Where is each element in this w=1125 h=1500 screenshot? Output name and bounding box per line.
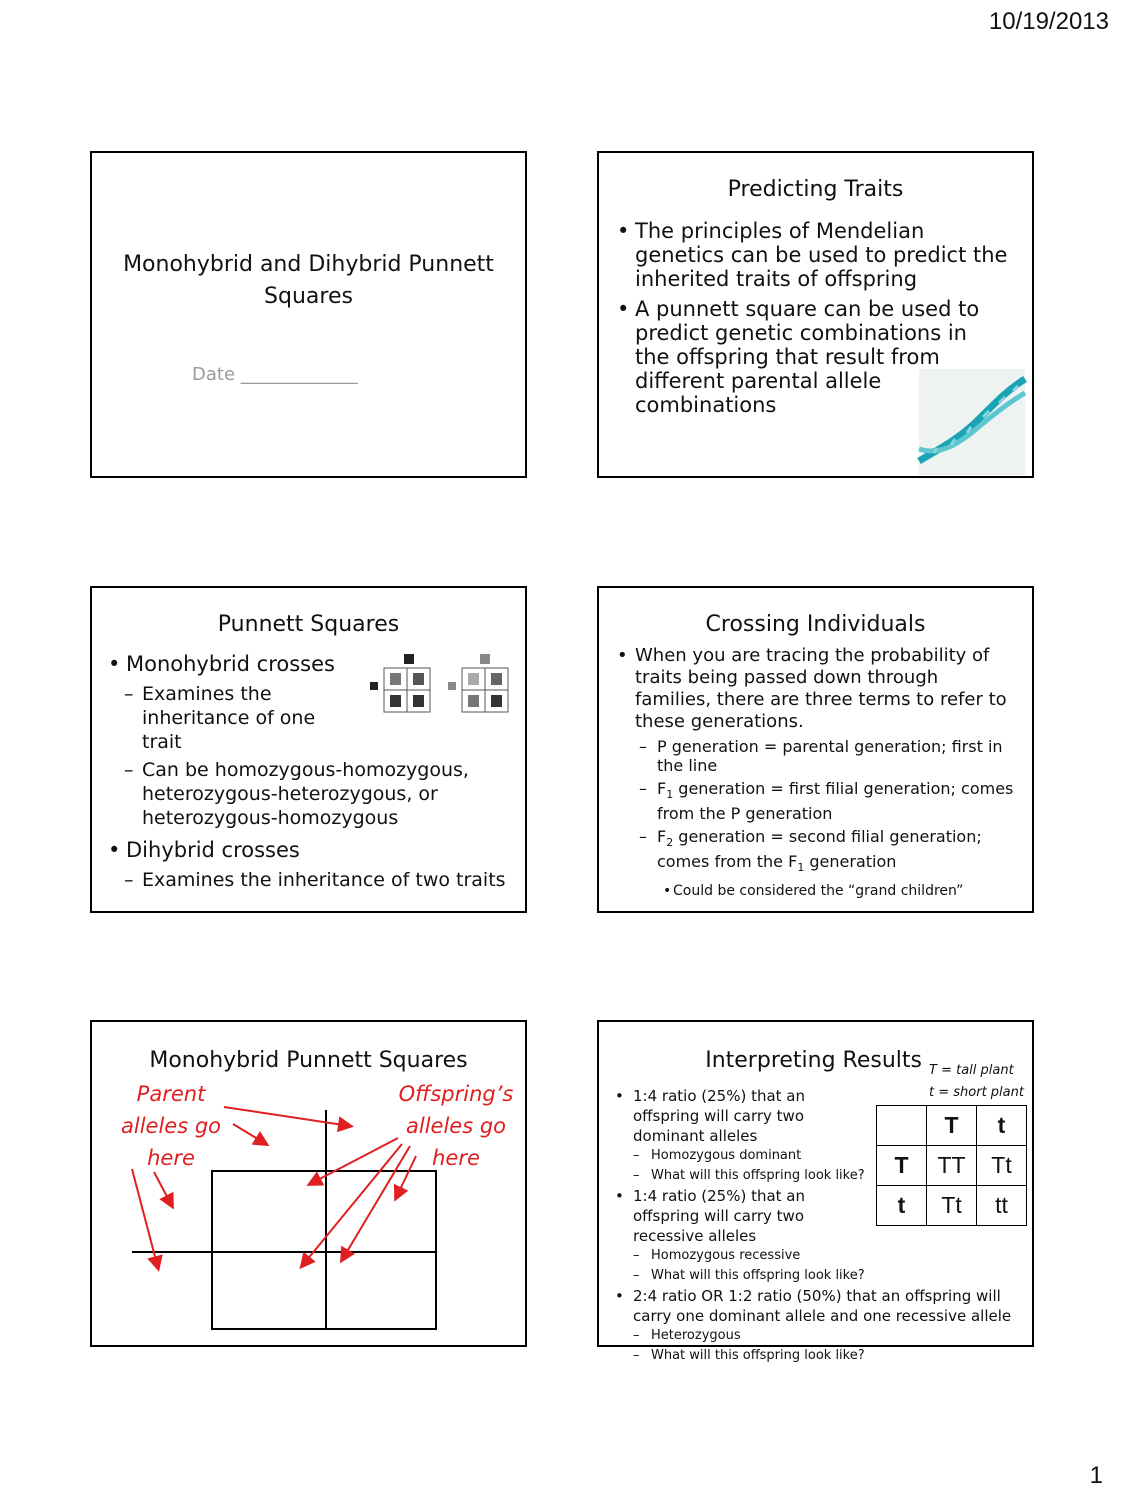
header-date: 10/19/2013: [988, 8, 1109, 35]
sub-bullet: – $F_1$ generation = first filial generation; comes from the P generation: [639, 779, 1017, 823]
sub-bullet: – Can be homozygous-homozygous, heterozygous-heterozygous, or heterozygous-homozygous: [124, 758, 482, 830]
bullet: • A punnett square can be used to predict genetic combinations in the offspring that result from different parental allele combinations: [617, 297, 985, 417]
handwritten-note-left: Parent alleles go here: [120, 1082, 221, 1170]
table-cell: TT: [927, 1146, 977, 1186]
date-field: Date _____________: [192, 364, 358, 385]
sub-bullet: – Heterozygous: [633, 1326, 1015, 1346]
bullet: • Monohybrid crosses: [108, 652, 518, 676]
slide-monohybrid-punnett: [90, 1020, 527, 1347]
bullet: • The principles of Mendelian genetics can be used to predict the inherited traits of offspring: [617, 219, 1017, 291]
sub-bullet: – Homozygous recessive: [633, 1246, 891, 1266]
bullet: • Dihybrid crosses: [108, 838, 518, 862]
slide-crossing-individuals: [597, 586, 1034, 913]
sub-sub-bullet: • Could be considered the “grand children”: [663, 882, 1017, 900]
slide-title-text: Monohybrid and Dihybrid Punnett Squares: [123, 252, 494, 309]
table-cell: T: [927, 1106, 977, 1146]
punnett-table: [876, 1105, 1027, 1226]
sub-bullet: – What will this offspring look like?: [633, 1266, 891, 1286]
slide-title-text: Predicting Traits: [727, 177, 904, 202]
sub-bullet: – P generation = parental generation; first in the line: [639, 737, 1017, 775]
page-number: 1: [1089, 1462, 1103, 1489]
table-cell: [877, 1106, 927, 1146]
bullet: • When you are tracing the probability of traits being passed down through families, there are three terms to refer to these generations.: [617, 645, 1017, 733]
slide-title: [90, 151, 527, 478]
table-cell: T: [877, 1146, 927, 1186]
punnett-diagram: [92, 1022, 529, 1349]
table-cell: t: [877, 1186, 927, 1226]
sub-bullet: – Homozygous dominant: [633, 1146, 891, 1166]
table-cell: Tt: [977, 1146, 1027, 1186]
dna-helix-image: [919, 369, 1025, 475]
sub-bullet: – $F_2$ generation = second filial generation; comes from the $F_1$ generation: [639, 827, 1017, 877]
sub-bullet: – Examines the inheritance of two traits: [124, 868, 518, 892]
slide-title-text: Crossing Individuals: [705, 612, 926, 637]
slide-title-text: Punnett Squares: [217, 612, 400, 637]
slide-interpreting-results: [597, 1020, 1034, 1363]
handwritten-note-right: Offspring’s alleles go here: [398, 1082, 514, 1170]
slide-title-text: Monohybrid Punnett Squares: [149, 1048, 468, 1073]
bullet: • 1:4 ratio (25%) that an offspring will carry two dominant alleles: [615, 1086, 873, 1146]
slide-predicting-traits: [597, 151, 1034, 478]
table-cell: Tt: [927, 1186, 977, 1226]
bullet: • 1:4 ratio (25%) that an offspring will carry two recessive alleles: [615, 1186, 873, 1246]
table-cell: tt: [977, 1186, 1027, 1226]
handwritten-legend: T = tall plant t = short plant: [929, 1063, 1024, 1100]
table-cell: t: [977, 1106, 1027, 1146]
sub-bullet: – Examines the inheritance of one trait: [124, 682, 352, 754]
bullet: • 2:4 ratio OR 1:2 ratio (50%) that an offspring will carry one dominant allele and one recessive allele: [615, 1286, 1023, 1326]
sub-bullet: – What will this offspring look like?: [633, 1346, 1015, 1366]
slide-punnett-squares: [90, 586, 527, 913]
sub-bullet: – What will this offspring look like?: [633, 1166, 891, 1186]
slide-title-text: Interpreting Results: [705, 1048, 922, 1073]
dog-punnett-squares-image: [364, 650, 522, 716]
